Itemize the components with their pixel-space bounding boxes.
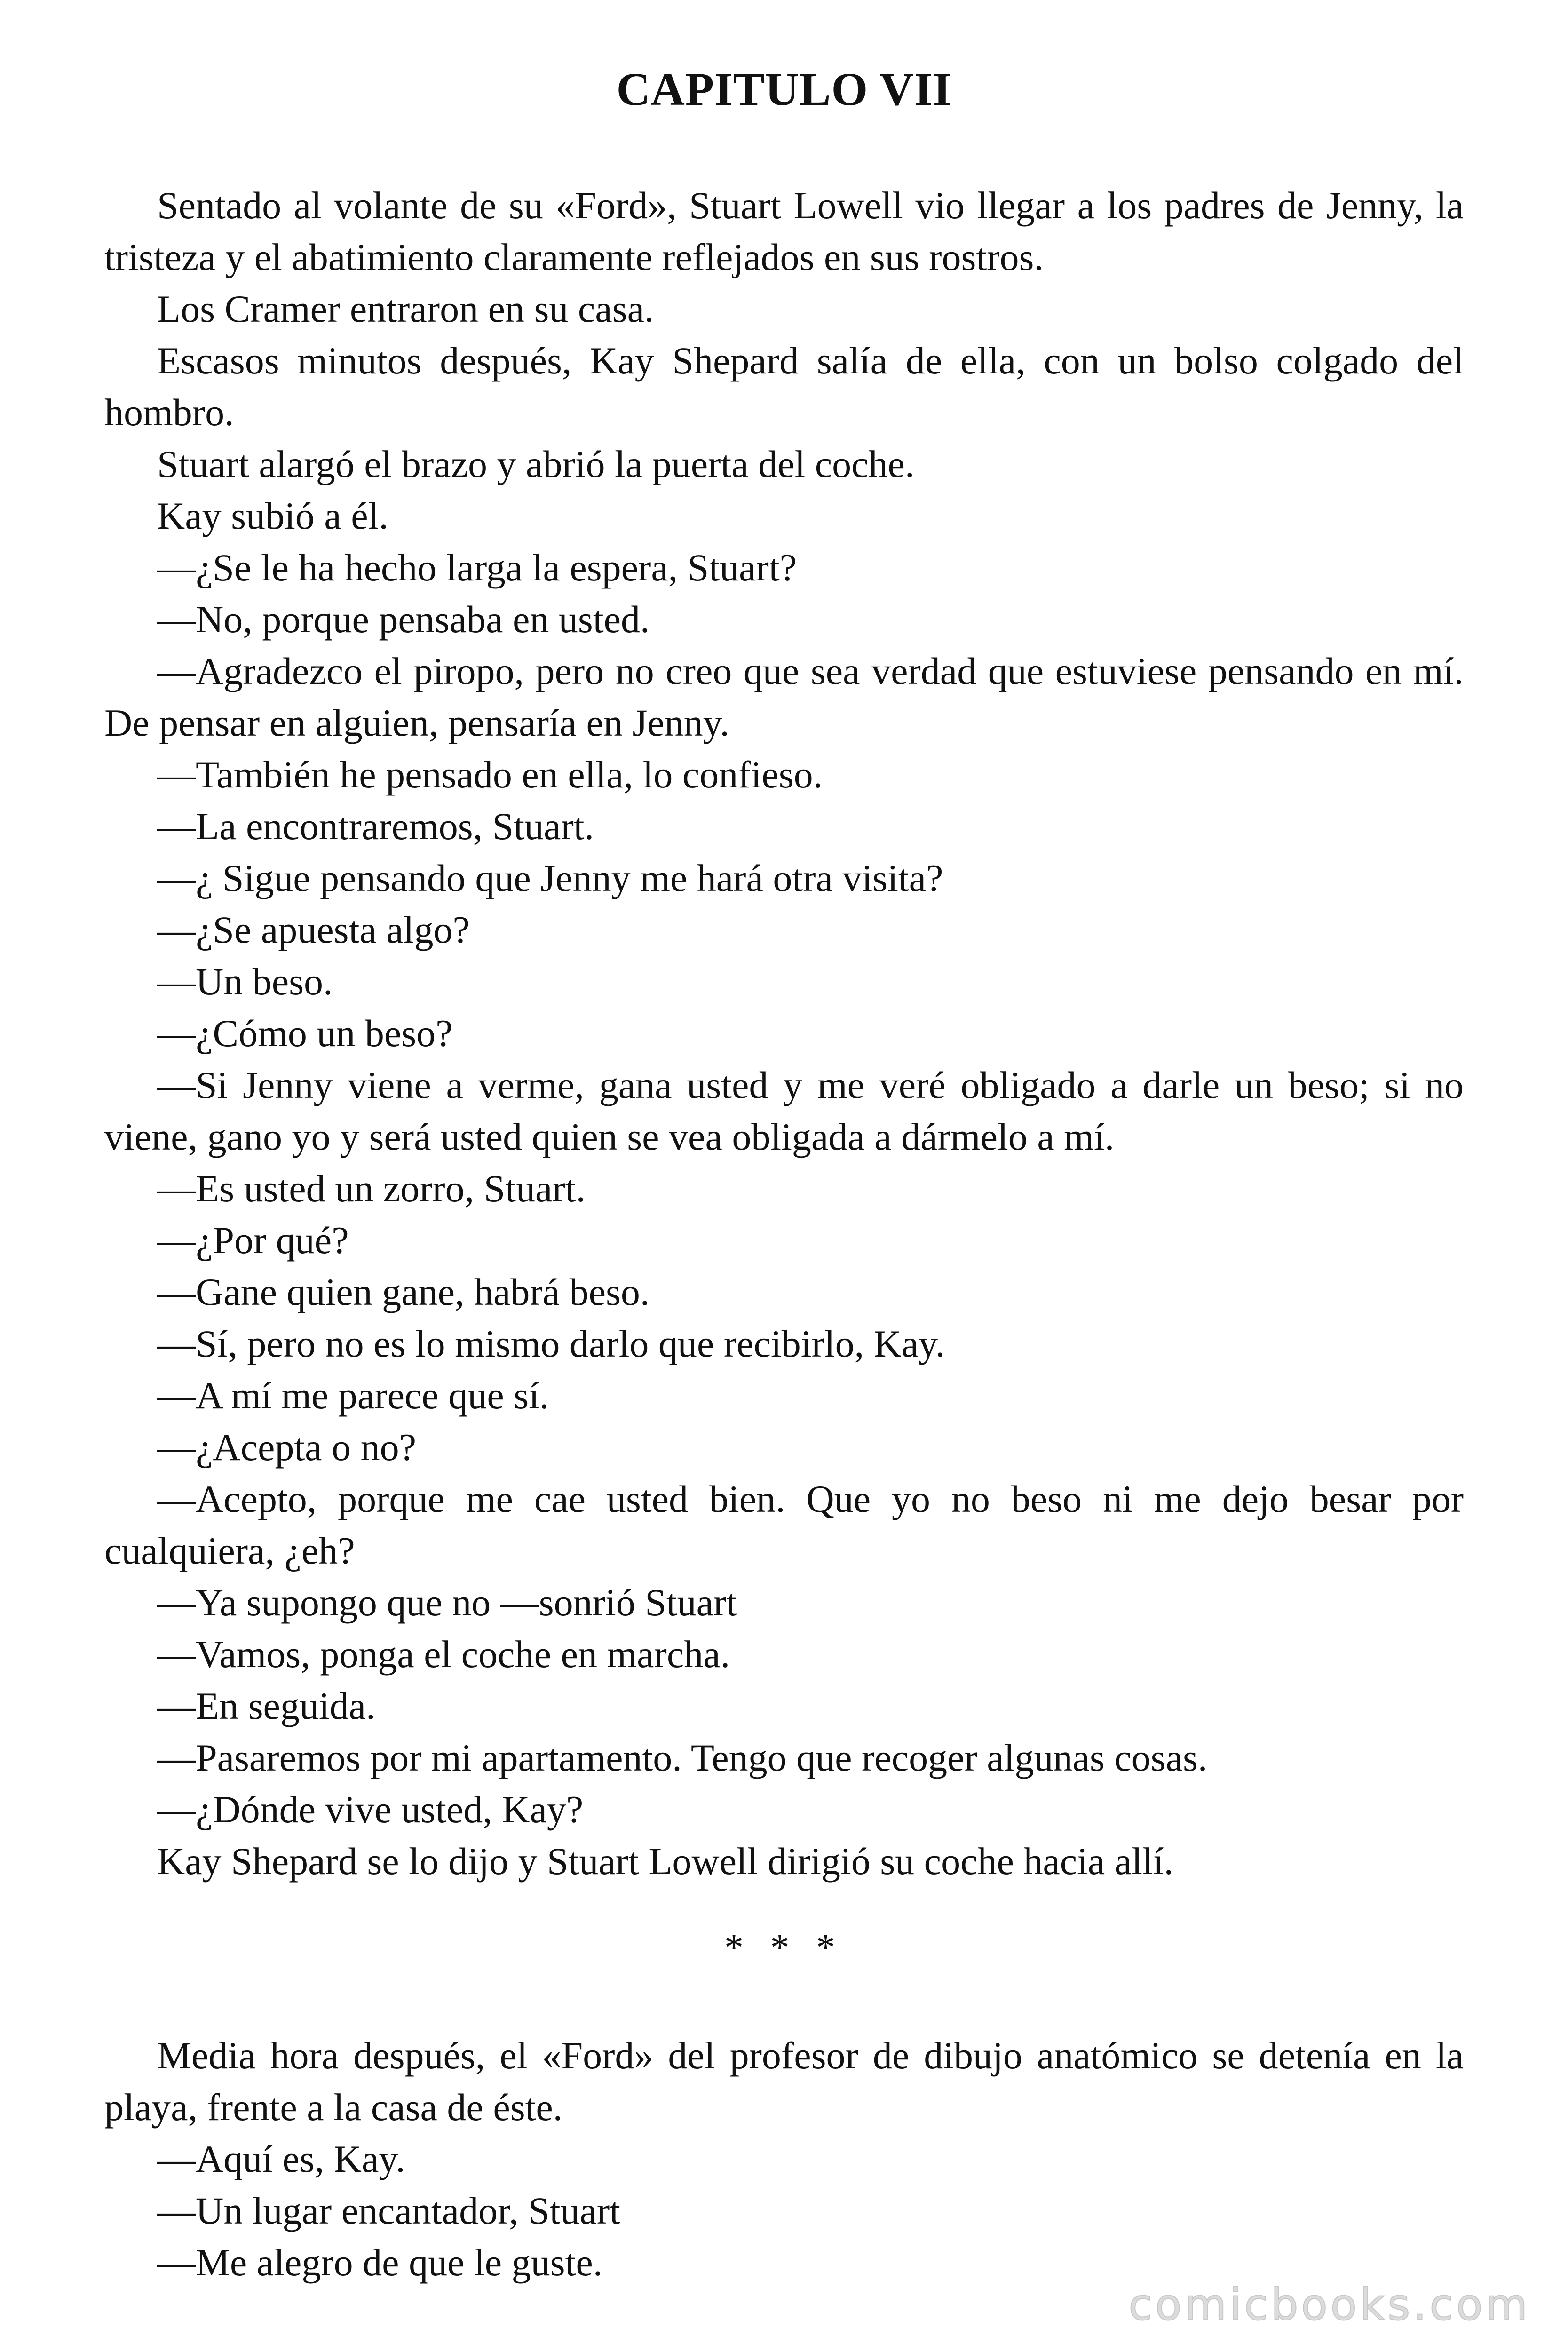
dialogue-line: —Si Jenny viene a verme, gana usted y me veré obligado a darle un beso; si no viene, gano yo y será usted quien se vea obligada a dármelo a mí. <box>104 1064 1464 1158</box>
dialogue-line: —También he pensado en ella, lo confieso. <box>157 753 823 796</box>
dialogue-line: —Un lugar encantador, Stuart <box>157 2189 620 2232</box>
dialogue-line: —¿Acepta o no? <box>157 1426 416 1469</box>
section-separator: * * * <box>724 1926 844 1969</box>
dialogue-line: —¿ Sigue pensando que Jenny me hará otra visita? <box>157 857 943 899</box>
chapter-title: CAPITULO VII <box>616 63 952 115</box>
dialogue-line: —A mí me parece que sí. <box>157 1374 549 1417</box>
dialogue-line: —Sí, pero no es lo mismo darlo que recibirlo, Kay. <box>157 1322 945 1365</box>
paragraph: Kay Shepard se lo dijo y Stuart Lowell dirigió su coche hacia allí. <box>157 1840 1174 1883</box>
dialogue-line: —Aquí es, Kay. <box>157 2137 405 2180</box>
section-2-text <box>104 2030 1464 2288</box>
dialogue-line: —¿Se apuesta algo? <box>157 908 470 951</box>
paragraph: Media hora después, el «Ford» del profesor de dibujo anatómico se detenía en la playa, frente a la casa de éste. <box>104 2034 1464 2129</box>
dialogue-line: —Un beso. <box>157 960 333 1003</box>
dialogue-line: —¿Cómo un beso? <box>157 1012 453 1055</box>
dialogue-line: —Vamos, ponga el coche en marcha. <box>157 1633 730 1676</box>
paragraph: Stuart alargó el brazo y abrió la puerta del coche. <box>157 443 915 485</box>
dialogue-line: —La encontraremos, Stuart. <box>157 805 594 848</box>
dialogue-line: —Pasaremos por mi apartamento. Tengo que recoger algunas cosas. <box>157 1736 1208 1779</box>
section-1-text <box>104 180 1464 1887</box>
dialogue-line: —Me alegro de que le guste. <box>157 2241 603 2284</box>
dialogue-line: —¿Se le ha hecho larga la espera, Stuart? <box>157 546 797 589</box>
dialogue-line: —Es usted un zorro, Stuart. <box>157 1167 586 1210</box>
dialogue-line: —¿Por qué? <box>157 1219 349 1262</box>
dialogue-line: —En seguida. <box>157 1685 376 1727</box>
watermark: comicbooks.com <box>1128 2280 1530 2330</box>
dialogue-line: —¿Dónde vive usted, Kay? <box>157 1788 584 1831</box>
dialogue-line: —Gane quien gane, habrá beso. <box>157 1271 650 1313</box>
dialogue-line: —Ya supongo que no —sonrió Stuart <box>157 1581 737 1624</box>
dialogue-line: —Acepto, porque me cae usted bien. Que yo no beso ni me dejo besar por cualquiera, ¿eh? <box>104 1478 1464 1572</box>
dialogue-line: —Agradezco el piropo, pero no creo que sea verdad que estuviese pensando en mí. De pensar en alguien, pensaría en Jenny. <box>104 650 1464 744</box>
paragraph: Kay subió a él. <box>157 494 388 537</box>
dialogue-line: —No, porque pensaba en usted. <box>157 598 650 641</box>
paragraph: Escasos minutos después, Kay Shepard salía de ella, con un bolso colgado del hombro. <box>104 339 1464 434</box>
paragraph: Los Cramer entraron en su casa. <box>157 287 654 330</box>
paragraph: Sentado al volante de su «Ford», Stuart Lowell vio llegar a los padres de Jenny, la tristeza y el abatimiento claramente reflejados en sus rostros. <box>104 184 1464 278</box>
